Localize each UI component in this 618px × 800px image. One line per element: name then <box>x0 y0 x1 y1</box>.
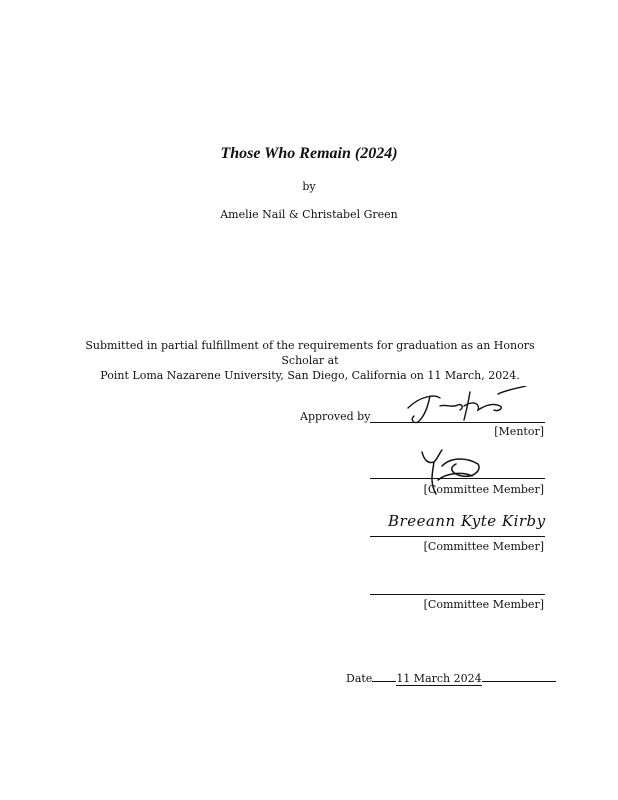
date-row <box>346 670 556 685</box>
committee-member-3-signature-line <box>370 594 545 595</box>
committee-member-1-role: [Committee Member] <box>423 483 544 496</box>
committee-member-3-role: [Committee Member] <box>423 598 544 611</box>
mentor-role: [Mentor] <box>494 425 544 438</box>
committee-member-1-signature-line <box>370 478 545 479</box>
mentor-signature-line <box>370 422 545 423</box>
submission-statement <box>70 338 550 383</box>
authors: Amelie Nail & Christabel Green <box>220 208 398 221</box>
date-blank-right <box>482 670 556 682</box>
approved-by-label: Approved by <box>300 410 371 423</box>
committee-member-2-signature-text: Breeann Kyte Kirby <box>388 512 546 530</box>
date-label: Date <box>346 672 373 685</box>
date-value: 11 March 2024 <box>396 672 482 685</box>
committee-member-2-role: [Committee Member] <box>423 540 544 553</box>
by-text: by <box>302 180 316 193</box>
statement-line-2: Point Loma Nazarene University, San Diego, California on 11 March, 2024. <box>100 369 520 382</box>
date-blank-left <box>372 670 396 682</box>
statement-line-1: Submitted in partial fulfillment of the requirements for graduation as an Honors Scholar at <box>85 339 535 367</box>
mentor-signature <box>400 386 530 426</box>
committee-member-2-signature-line <box>370 536 545 537</box>
document-title: Those Who Remain (2024) <box>220 145 398 162</box>
